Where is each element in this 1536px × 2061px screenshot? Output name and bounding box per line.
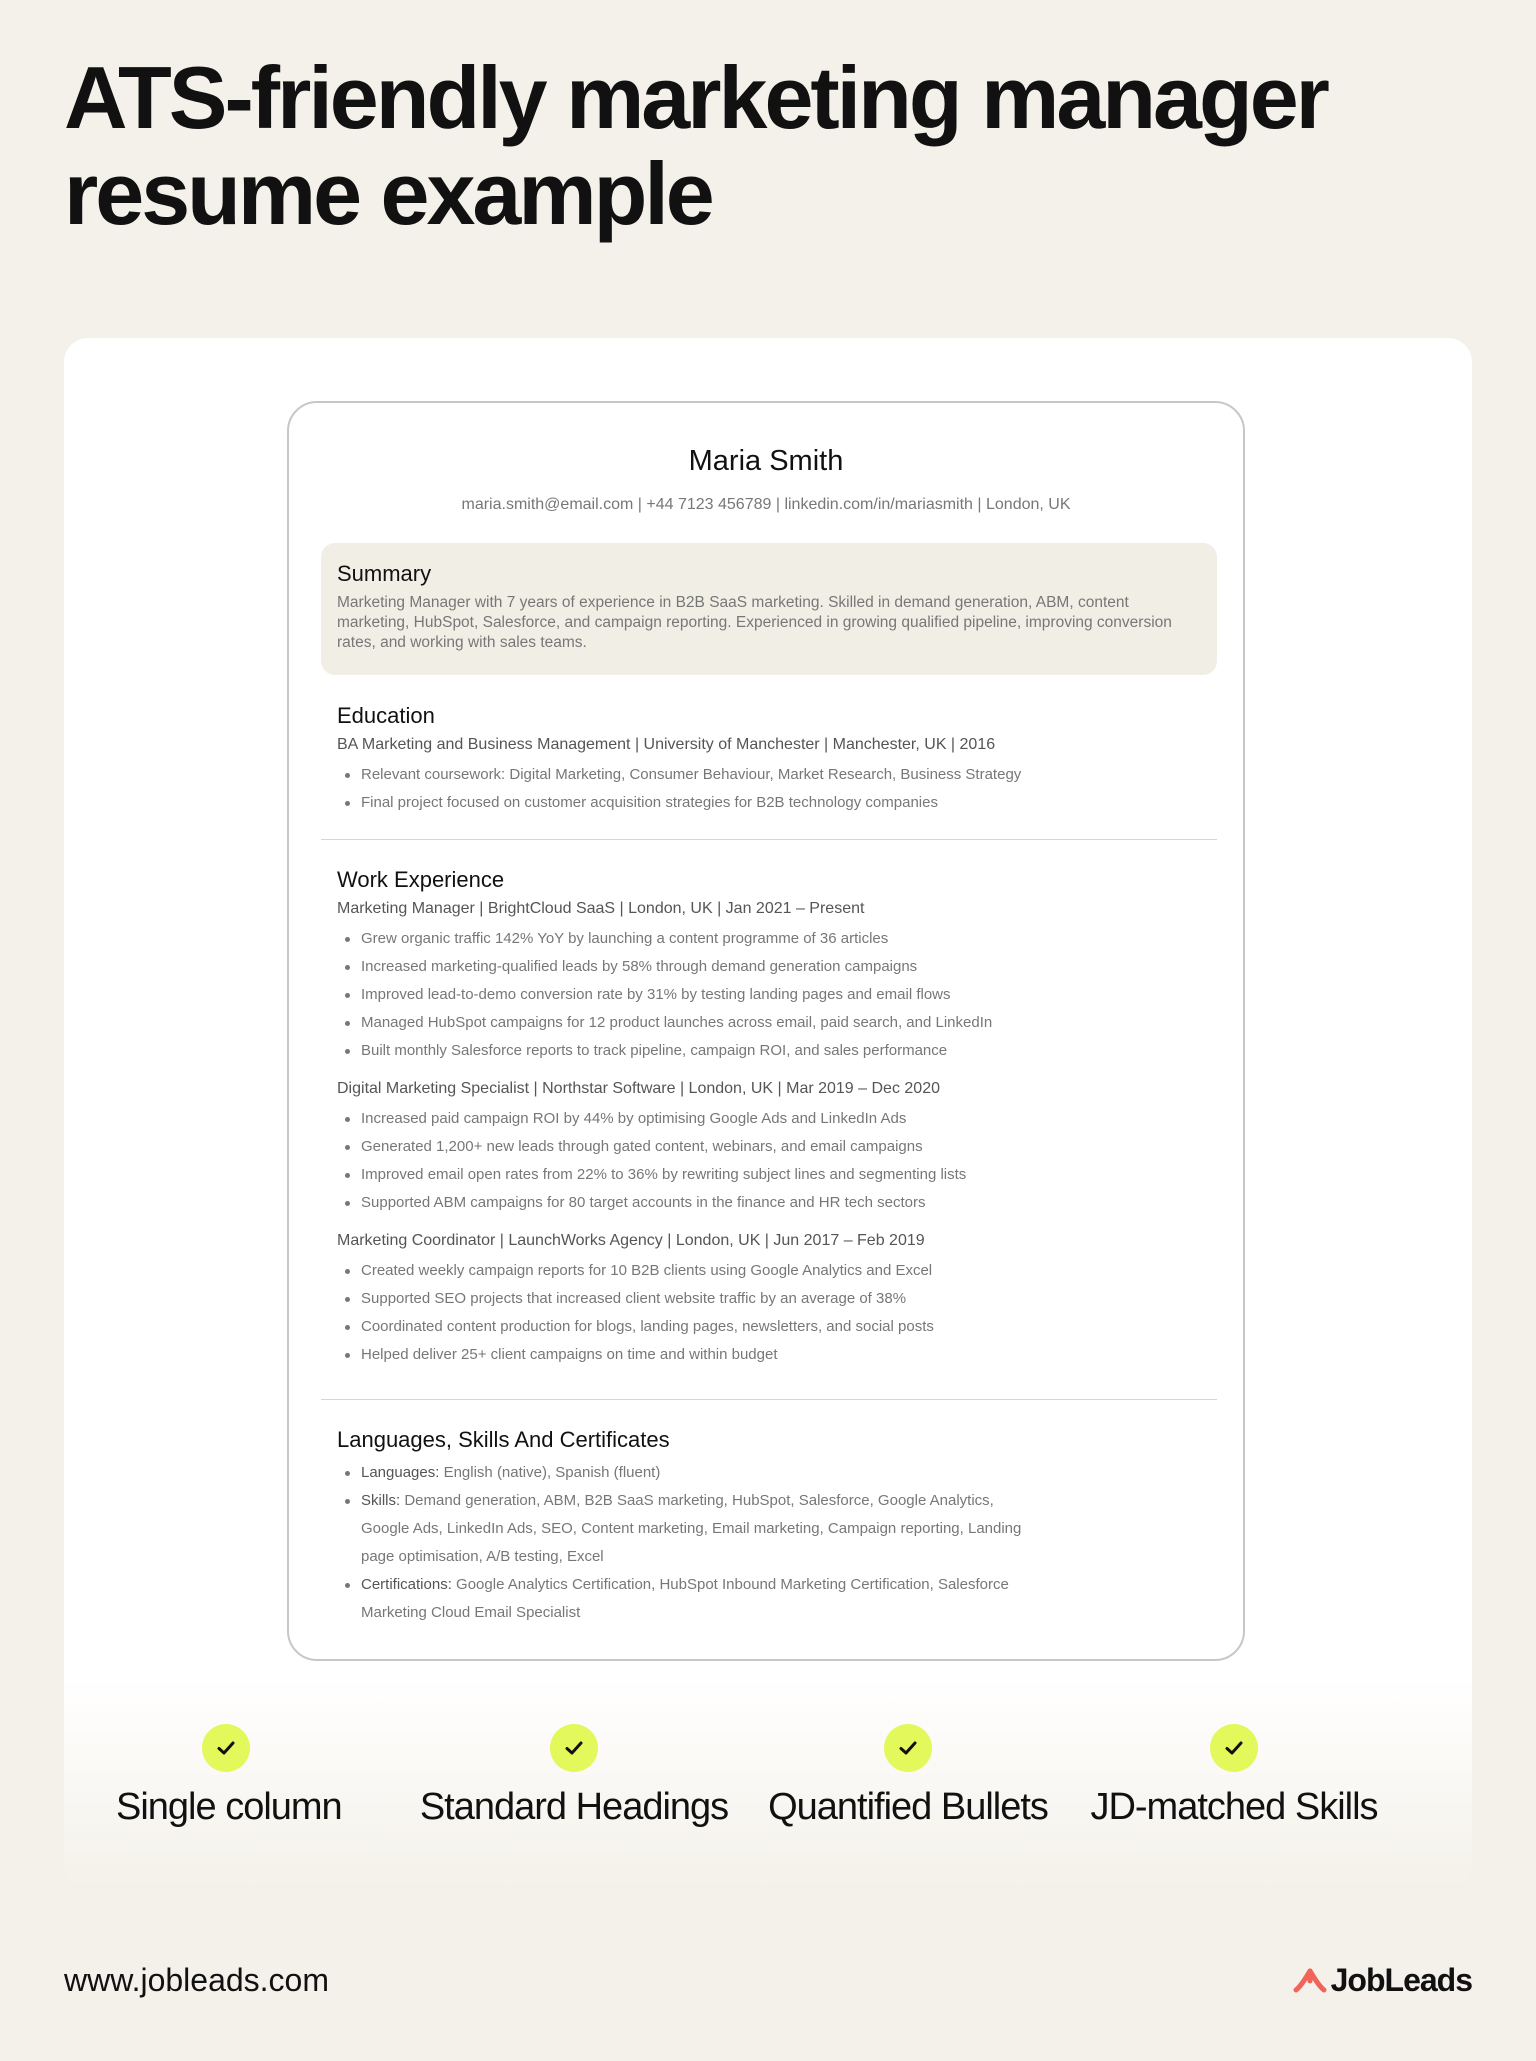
brand-name: JobLeads: [1330, 1961, 1472, 1998]
list-item: Increased paid campaign ROI by 44% by optimising Google Ads and LinkedIn Ads: [337, 1105, 1207, 1133]
list-item: Grew organic traffic 142% YoY by launching a content programme of 36 articles: [337, 925, 1207, 953]
work-experience-section: [337, 867, 1207, 1383]
list-item: Created weekly campaign reports for 10 B2B clients using Google Analytics and Excel: [337, 1257, 1207, 1285]
list-item: [337, 1571, 1041, 1627]
certifications-value: Google Analytics Certification, HubSpot Inbound Marketing Certification, Salesforce Marketing Cloud Email Specialist: [361, 1576, 1009, 1621]
feature-label: Single column: [116, 1786, 342, 1828]
feature-label: Quantified Bullets: [768, 1786, 1048, 1828]
education-title: Education: [337, 703, 435, 728]
brand-logo: [1272, 1958, 1472, 2002]
job-entry: [337, 1079, 1207, 1217]
skills-section: [337, 1427, 1207, 1627]
certifications-label: Certifications:: [361, 1576, 452, 1593]
job-entry: [337, 1231, 1207, 1369]
list-item: Improved lead-to-demo conversion rate by 31% by testing landing pages and email flows: [337, 981, 1207, 1009]
list-item: Improved email open rates from 22% to 36% by rewriting subject lines and segmenting lists: [337, 1161, 1207, 1189]
list-item: Supported SEO projects that increased client website traffic by an average of 38%: [337, 1285, 1207, 1313]
list-item: Generated 1,200+ new leads through gated content, webinars, and email campaigns: [337, 1133, 1207, 1161]
list-item: Coordinated content production for blogs, landing pages, newsletters, and social posts: [337, 1313, 1207, 1341]
feature-item: [116, 1724, 342, 1829]
summary-text: Marketing Manager with 7 years of experience in B2B SaaS marketing. Skilled in demand generation, ABM, content marketing, HubSpot, Salesforce, and campaign reporting. Experienced in growing qualified pipeline, improving conversion rates, and working with sales teams.: [337, 594, 1172, 651]
list-item: [337, 1459, 1041, 1487]
headline-line-2: resume example: [64, 144, 712, 243]
list-item: Increased marketing-qualified leads by 58% through demand generation campaigns: [337, 953, 1207, 981]
feature-label: Standard Headings: [419, 1786, 729, 1828]
work-experience-title: Work Experience: [337, 867, 505, 892]
job-heading: Marketing Manager | BrightCloud SaaS | London, UK | Jan 2021 – Present: [337, 900, 865, 917]
languages-label: Languages:: [361, 1464, 440, 1481]
languages-value: English (native), Spanish (fluent): [439, 1464, 661, 1481]
check-icon: [202, 1724, 250, 1772]
list-item: Helped deliver 25+ client campaigns on time and within budget: [337, 1341, 1207, 1369]
feature-label: JD-matched Skills: [1090, 1786, 1378, 1828]
page-headline: [64, 50, 1464, 242]
feature-list: [64, 1724, 1472, 1844]
check-icon: [550, 1724, 598, 1772]
skills-label: Skills:: [361, 1492, 401, 1509]
education-section: [337, 703, 1207, 817]
check-icon: [1210, 1724, 1258, 1772]
job-entry: [337, 899, 1207, 1065]
section-divider: [321, 1399, 1217, 1400]
list-item: Managed HubSpot campaigns for 12 product launches across email, paid search, and LinkedIn: [337, 1009, 1207, 1037]
summary-section: [321, 543, 1217, 675]
feature-item: [758, 1724, 1058, 1829]
resume-contact: maria.smith@email.com | +44 7123 456789 | linkedin.com/in/mariasmith | London, UK: [461, 496, 1071, 513]
list-item: [337, 1487, 1041, 1571]
feature-item: [419, 1724, 729, 1829]
section-divider: [321, 839, 1217, 840]
job-heading: Marketing Coordinator | LaunchWorks Agency | London, UK | Jun 2017 – Feb 2019: [337, 1232, 925, 1249]
list-item: Final project focused on customer acquisition strategies for B2B technology companies: [337, 789, 1207, 817]
footer-url[interactable]: www.jobleads.com: [64, 1962, 329, 1998]
summary-title: Summary: [337, 561, 432, 586]
resume-name: Maria Smith: [688, 445, 844, 477]
skills-value: Demand generation, ABM, B2B SaaS marketing, HubSpot, Salesforce, Google Analytics, Google Ads, LinkedIn Ads, SEO, Content marketing, Email marketing, Campaign reporting, Landing page optimisation, A/B testing, Excel: [361, 1492, 1022, 1565]
resume-document: [287, 401, 1245, 1661]
list-item: Supported ABM campaigns for 80 target accounts in the finance and HR tech sectors: [337, 1189, 1207, 1217]
education-degree: BA Marketing and Business Management | University of Manchester | Manchester, UK | 2016: [337, 736, 996, 753]
skills-title: Languages, Skills And Certificates: [337, 1427, 670, 1452]
check-icon: [884, 1724, 932, 1772]
headline-line-1: ATS-friendly marketing manager: [64, 48, 1327, 147]
brand-mark-icon: [1293, 1967, 1327, 1993]
list-item: Built monthly Salesforce reports to track pipeline, campaign ROI, and sales performance: [337, 1037, 1207, 1065]
job-heading: Digital Marketing Specialist | Northstar Software | London, UK | Mar 2019 – Dec 2020: [337, 1080, 940, 1097]
feature-item: [1089, 1724, 1379, 1829]
list-item: Relevant coursework: Digital Marketing, Consumer Behaviour, Market Research, Business Strategy: [337, 761, 1207, 789]
